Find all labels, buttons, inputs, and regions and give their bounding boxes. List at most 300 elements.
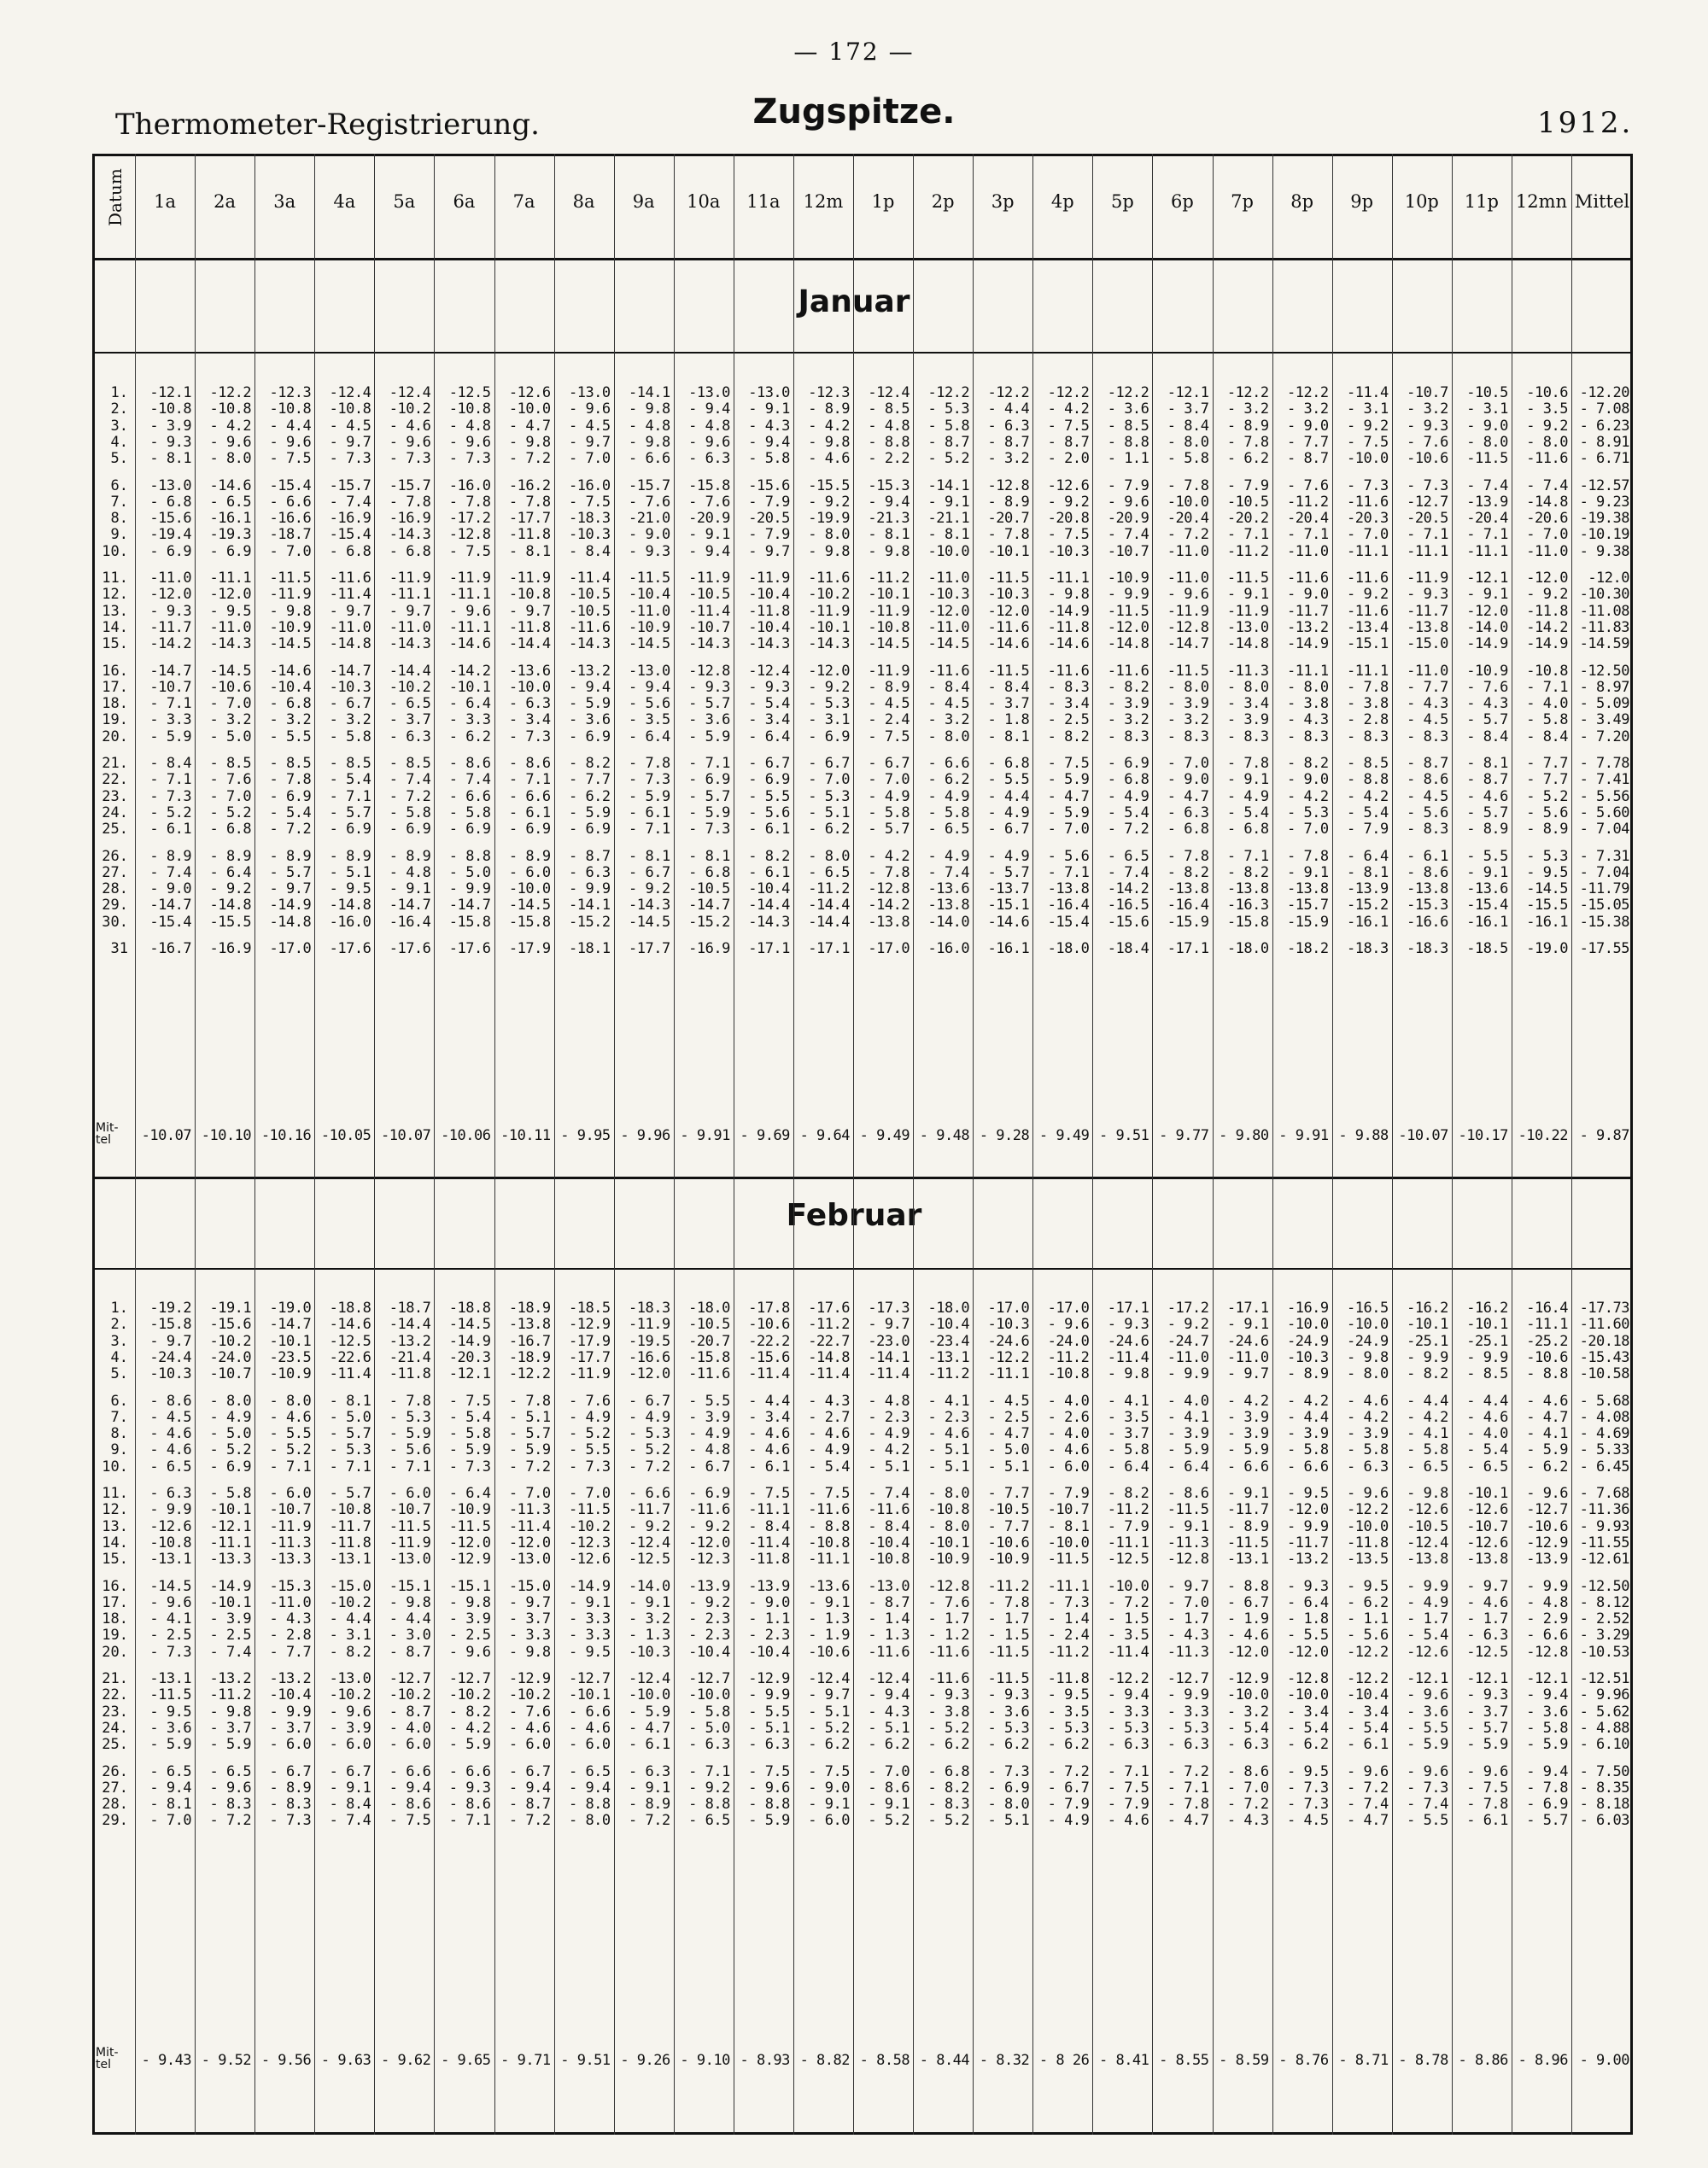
temperature-cell: -11.7 — [329, 1517, 371, 1535]
temperature-cell: - 7.9 — [1047, 1796, 1090, 1814]
daily-mean-cell: - 7.41 — [1579, 771, 1629, 789]
temperature-cell: -15.8 — [688, 476, 730, 494]
temperature-cell: - 4.6 — [808, 450, 850, 468]
temperature-cell: -12.7 — [1526, 1501, 1568, 1519]
temperature-cell: - 4.8 — [629, 417, 670, 435]
temperature-cell: -14.3 — [748, 913, 790, 931]
temperature-cell: -12.7 — [1167, 1670, 1209, 1687]
hourly-mean-cell: - 8.41 — [1098, 2052, 1149, 2069]
temperature-cell: - 7.2 — [209, 1812, 252, 1830]
temperature-cell: - 2.4 — [1047, 1627, 1090, 1645]
temperature-cell: -11.6 — [329, 570, 371, 587]
temperature-cell: -18.9 — [508, 1348, 551, 1366]
temperature-cell: - 7.1 — [1167, 1779, 1209, 1797]
temperature-cell: - 4.8 — [1526, 1593, 1568, 1611]
temperature-cell: - 5.3 — [389, 1408, 431, 1426]
temperature-cell: - 8.6 — [1407, 863, 1448, 881]
temperature-cell: -18.5 — [568, 1300, 611, 1317]
temperature-cell: - 2.5 — [149, 1627, 192, 1645]
temperature-cell: -11.6 — [927, 662, 970, 680]
temperature-cell: -14.8 — [329, 635, 371, 653]
temperature-cell: - 9.9 — [748, 1686, 790, 1704]
temperature-cell: -17.7 — [508, 510, 551, 528]
temperature-cell: - 5.9 — [1047, 771, 1090, 789]
temperature-cell: - 7.4 — [389, 771, 431, 789]
temperature-cell: -10.8 — [209, 400, 252, 418]
temperature-cell: - 9.6 — [1167, 586, 1209, 604]
day-label: 17. — [102, 678, 128, 696]
temperature-cell: - 7.7 — [1526, 755, 1568, 772]
temperature-cell: - 9.1 — [808, 1593, 850, 1611]
temperature-cell: - 6.2 — [568, 787, 611, 805]
temperature-cell: - 7.1 — [1107, 1762, 1149, 1780]
daily-mean-cell: -12.0 — [1588, 570, 1629, 587]
temperature-cell: - 3.2 — [1107, 711, 1149, 729]
temperature-cell: -14.5 — [629, 635, 670, 653]
temperature-cell: - 3.4 — [1226, 695, 1269, 713]
temperature-cell: -15.8 — [448, 913, 491, 931]
temperature-cell: - 7.5 — [269, 450, 312, 468]
temperature-cell: - 7.5 — [1047, 417, 1090, 435]
temperature-cell: - 4.4 — [987, 400, 1030, 418]
temperature-cell: -14.6 — [329, 1316, 371, 1334]
temperature-cell: - 3.1 — [808, 711, 850, 729]
daily-mean-cell: - 6.03 — [1579, 1812, 1629, 1830]
temperature-cell: - 4.9 — [987, 847, 1030, 865]
temperature-cell: -11.5 — [987, 1670, 1030, 1687]
temperature-cell: -10.5 — [1407, 1517, 1448, 1535]
day-label: 19. — [102, 1627, 128, 1645]
temperature-cell: - 9.3 — [629, 542, 670, 560]
temperature-cell: - 8.2 — [927, 1779, 970, 1797]
temperature-cell: - 3.9 — [1167, 695, 1209, 713]
temperature-cell: - 9.3 — [149, 602, 192, 620]
temperature-cell: -14.2 — [1526, 618, 1568, 636]
temperature-cell: -11.4 — [808, 1365, 850, 1383]
temperature-cell: - 7.8 — [389, 1392, 431, 1410]
temperature-cell: - 3.0 — [389, 1627, 431, 1645]
temperature-cell: -10.5 — [1466, 384, 1508, 401]
day-label: 1. — [110, 1300, 128, 1317]
temperature-cell: -10.8 — [149, 1534, 192, 1551]
temperature-cell: - 7.3 — [448, 1458, 491, 1476]
temperature-cell: -10.0 — [1226, 1686, 1269, 1704]
temperature-cell: - 1.2 — [927, 1627, 970, 1645]
temperature-cell: - 7.1 — [508, 771, 551, 789]
temperature-cell: - 7.8 — [987, 526, 1030, 544]
temperature-cell: - 6.7 — [868, 755, 910, 772]
temperature-cell: - 5.3 — [1047, 1719, 1090, 1737]
temperature-cell: - 8.0 — [568, 1812, 611, 1830]
temperature-cell: - 8.4 — [748, 1517, 790, 1535]
temperature-cell: - 4.3 — [748, 417, 790, 435]
temperature-cell: -10.8 — [448, 400, 491, 418]
temperature-cell: - 8.5 — [329, 755, 371, 772]
temperature-cell: -11.0 — [1167, 570, 1209, 587]
temperature-cell: -15.2 — [688, 913, 730, 931]
temperature-cell: -14.9 — [448, 1332, 491, 1350]
temperature-cell: - 8.4 — [149, 755, 192, 772]
temperature-cell: - 4.5 — [1407, 787, 1448, 805]
temperature-cell: - 5.4 — [1407, 1627, 1448, 1645]
temperature-cell: - 8.1 — [1047, 1517, 1090, 1535]
temperature-cell: - 8.2 — [1107, 678, 1149, 696]
temperature-cell: -13.1 — [1226, 1551, 1269, 1569]
temperature-cell: - 6.8 — [927, 1762, 970, 1780]
temperature-cell: - 9.8 — [808, 433, 850, 451]
temperature-cell: - 8.0 — [1167, 678, 1209, 696]
temperature-cell: - 7.2 — [389, 787, 431, 805]
day-label: 24. — [102, 804, 128, 821]
temperature-cell: -12.8 — [1167, 1551, 1209, 1569]
temperature-cell: -10.0 — [688, 1686, 730, 1704]
column-header: 3p — [991, 191, 1015, 212]
temperature-cell: - 9.1 — [1226, 1316, 1269, 1334]
temperature-cell: - 4.2 — [808, 417, 850, 435]
temperature-cell: - 9.3 — [1407, 586, 1448, 604]
temperature-cell: - 6.3 — [629, 1762, 670, 1780]
temperature-cell: - 5.9 — [448, 1736, 491, 1754]
column-header: 3a — [273, 191, 296, 212]
temperature-cell: - 7.5 — [868, 728, 910, 745]
temperature-cell: -13.8 — [1407, 618, 1448, 636]
temperature-cell: -10.5 — [568, 602, 611, 620]
temperature-cell: -12.2 — [1286, 384, 1329, 401]
temperature-cell: - 4.4 — [269, 417, 312, 435]
temperature-cell: - 7.3 — [1407, 1779, 1448, 1797]
temperature-cell: - 6.5 — [808, 863, 850, 881]
temperature-cell: -11.5 — [1466, 450, 1508, 468]
january-end-divider — [92, 1177, 1633, 1179]
temperature-cell: - 5.5 — [1407, 1812, 1448, 1830]
hourly-mean-cell: - 8.82 — [799, 2052, 850, 2069]
temperature-cell: - 6.4 — [448, 695, 491, 713]
temperature-cell: - 9.7 — [508, 1593, 551, 1611]
temperature-cell: -12.7 — [389, 1670, 431, 1687]
temperature-cell: -13.2 — [209, 1670, 252, 1687]
temperature-cell: - 6.9 — [329, 821, 371, 839]
temperature-cell: -14.9 — [209, 1577, 252, 1595]
temperature-cell: - 8.8 — [1107, 433, 1149, 451]
daily-mean-cell: -11.08 — [1579, 602, 1629, 620]
temperature-cell: -11.4 — [329, 1365, 371, 1383]
temperature-cell: - 5.2 — [629, 1441, 670, 1459]
temperature-cell: - 5.5 — [269, 1425, 312, 1443]
temperature-cell: -24.7 — [1167, 1332, 1209, 1350]
temperature-cell: - 9.9 — [1107, 586, 1149, 604]
year-label: 1912. — [1537, 106, 1634, 140]
temperature-cell: -13.8 — [1407, 880, 1448, 898]
temperature-cell: - 9.0 — [1286, 417, 1329, 435]
temperature-cell: -17.1 — [1226, 1300, 1269, 1317]
temperature-cell: - 5.1 — [508, 1408, 551, 1426]
temperature-cell: - 8.0 — [269, 1392, 312, 1410]
temperature-cell: - 5.4 — [329, 771, 371, 789]
temperature-cell: -16.9 — [688, 940, 730, 957]
temperature-cell: - 9.4 — [568, 1779, 611, 1797]
temperature-cell: - 5.6 — [748, 804, 790, 821]
temperature-cell: - 4.5 — [1286, 1812, 1329, 1830]
temperature-cell: - 6.5 — [209, 493, 252, 511]
day-label: 20. — [102, 1643, 128, 1661]
temperature-cell: -10.9 — [269, 618, 312, 636]
temperature-cell: - 6.9 — [987, 1779, 1030, 1797]
temperature-cell: -11.7 — [149, 618, 192, 636]
column-header: 12m — [803, 191, 844, 212]
temperature-cell: - 8.8 — [1226, 1577, 1269, 1595]
temperature-cell: -16.9 — [1286, 1300, 1329, 1317]
temperature-cell: - 6.8 — [987, 755, 1030, 772]
temperature-cell: - 9.6 — [1107, 493, 1149, 511]
daily-mean-cell: - 6.71 — [1579, 450, 1629, 468]
temperature-cell: - 9.0 — [1286, 586, 1329, 604]
temperature-cell: -11.8 — [1526, 602, 1568, 620]
temperature-cell: - 8.3 — [927, 1796, 970, 1814]
temperature-cell: - 4.9 — [927, 847, 970, 865]
temperature-cell: -14.5 — [209, 662, 252, 680]
temperature-cell: -11.8 — [748, 602, 790, 620]
temperature-cell: -12.4 — [329, 384, 371, 401]
temperature-cell: - 4.8 — [389, 863, 431, 881]
daily-mean-cell: -19.38 — [1579, 510, 1629, 528]
temperature-cell: - 6.5 — [389, 695, 431, 713]
temperature-cell: - 7.0 — [149, 1812, 192, 1830]
temperature-cell: - 5.7 — [269, 863, 312, 881]
temperature-cell: -11.2 — [1286, 493, 1329, 511]
temperature-cell: - 4.8 — [868, 1392, 910, 1410]
temperature-cell: - 4.4 — [1466, 1392, 1508, 1410]
hourly-mean-cell: - 8.44 — [919, 2052, 970, 2069]
temperature-cell: -11.5 — [1167, 662, 1209, 680]
temperature-cell: -11.0 — [149, 570, 192, 587]
temperature-cell: -10.2 — [448, 1686, 491, 1704]
temperature-cell: - 5.9 — [389, 1425, 431, 1443]
daily-mean-cell: - 9.93 — [1579, 1517, 1629, 1535]
temperature-cell: -10.4 — [269, 1686, 312, 1704]
temperature-cell: - 7.3 — [1286, 1796, 1329, 1814]
temperature-cell: - 8.4 — [868, 1517, 910, 1535]
temperature-cell: - 8.5 — [269, 755, 312, 772]
temperature-cell: -21.3 — [868, 510, 910, 528]
temperature-cell: - 5.3 — [927, 400, 970, 418]
temperature-cell: -11.2 — [209, 1686, 252, 1704]
hourly-mean-cell: -10.16 — [260, 1127, 312, 1144]
temperature-cell: - 5.9 — [568, 804, 611, 821]
daily-mean-cell: - 8.91 — [1579, 433, 1629, 451]
temperature-cell: -10.6 — [987, 1534, 1030, 1551]
hourly-mean-cell: - 8.78 — [1398, 2052, 1448, 2069]
temperature-cell: - 9.1 — [1226, 1485, 1269, 1502]
temperature-cell: - 9.1 — [568, 1593, 611, 1611]
temperature-cell: -20.3 — [1347, 510, 1389, 528]
temperature-cell: -11.0 — [389, 618, 431, 636]
temperature-cell: - 8.0 — [927, 728, 970, 745]
temperature-cell: - 7.4 — [329, 493, 371, 511]
hourly-mean-cell: -10.11 — [500, 1127, 551, 1144]
temperature-cell: - 9.6 — [1526, 1485, 1568, 1502]
temperature-cell: - 9.1 — [1226, 771, 1269, 789]
temperature-cell: - 8.9 — [1466, 821, 1508, 839]
temperature-cell: -17.8 — [748, 1300, 790, 1317]
temperature-cell: -14.1 — [868, 1348, 910, 1366]
hourly-mean-cell: - 9.00 — [1579, 2052, 1629, 2069]
temperature-cell: - 4.9 — [209, 1408, 252, 1426]
temperature-cell: -14.5 — [149, 1577, 192, 1595]
temperature-cell: - 7.6 — [927, 1593, 970, 1611]
temperature-cell: -15.4 — [269, 476, 312, 494]
day-label: 4. — [110, 1348, 128, 1366]
temperature-cell: -10.8 — [808, 1534, 850, 1551]
day-label: 25. — [102, 1736, 128, 1754]
temperature-cell: - 4.2 — [448, 1719, 491, 1737]
temperature-cell: - 6.3 — [1167, 804, 1209, 821]
hourly-mean-cell: - 9.10 — [680, 2052, 730, 2069]
temperature-cell: -10.8 — [508, 586, 551, 604]
day-label: 14. — [102, 618, 128, 636]
temperature-cell: - 8.6 — [1226, 1762, 1269, 1780]
temperature-cell: - 8.2 — [1286, 755, 1329, 772]
temperature-cell: - 9.2 — [808, 678, 850, 696]
temperature-cell: - 3.5 — [1047, 1703, 1090, 1721]
temperature-cell: -13.8 — [1466, 1551, 1508, 1569]
temperature-cell: -13.1 — [329, 1551, 371, 1569]
temperature-cell: - 6.7 — [508, 1762, 551, 1780]
temperature-cell: -16.4 — [1526, 1300, 1568, 1317]
temperature-cell: - 2.8 — [1347, 711, 1389, 729]
temperature-cell: - 9.8 — [1047, 586, 1090, 604]
temperature-cell: - 3.6 — [1407, 1703, 1448, 1721]
temperature-cell: - 6.0 — [389, 1485, 431, 1502]
temperature-cell: - 9.1 — [688, 526, 730, 544]
temperature-cell: - 6.9 — [568, 821, 611, 839]
temperature-cell: -15.7 — [389, 476, 431, 494]
temperature-cell: -14.5 — [927, 635, 970, 653]
temperature-cell: -18.8 — [329, 1300, 371, 1317]
temperature-cell: - 7.8 — [1466, 1796, 1508, 1814]
temperature-cell: -10.8 — [868, 1551, 910, 1569]
temperature-cell: - 7.0 — [269, 542, 312, 560]
temperature-cell: -13.0 — [868, 1577, 910, 1595]
temperature-cell: - 5.8 — [1526, 711, 1568, 729]
temperature-cell: - 6.4 — [1167, 1458, 1209, 1476]
temperature-cell: -10.7 — [1107, 542, 1149, 560]
temperature-cell: -11.1 — [389, 586, 431, 604]
temperature-cell: - 5.0 — [329, 1408, 371, 1426]
temperature-cell: -12.0 — [209, 586, 252, 604]
temperature-cell: -13.8 — [1047, 880, 1090, 898]
temperature-cell: -16.4 — [1047, 897, 1090, 915]
temperature-cell: - 8.9 — [508, 847, 551, 865]
temperature-cell: -10.4 — [748, 880, 790, 898]
temperature-cell: - 9.5 — [1286, 1485, 1329, 1502]
temperature-cell: - 5.3 — [808, 787, 850, 805]
temperature-cell: -11.7 — [1286, 1534, 1329, 1551]
temperature-cell: -11.8 — [1347, 1534, 1389, 1551]
temperature-cell: -11.5 — [987, 662, 1030, 680]
temperature-cell: -14.3 — [209, 635, 252, 653]
temperature-cell: - 3.5 — [1107, 1627, 1149, 1645]
temperature-cell: -15.7 — [1286, 897, 1329, 915]
temperature-cell: - 3.3 — [149, 711, 192, 729]
temperature-cell: - 6.8 — [1167, 821, 1209, 839]
temperature-cell: -20.9 — [688, 510, 730, 528]
temperature-cell: -23.4 — [927, 1332, 970, 1350]
temperature-cell: -14.5 — [269, 635, 312, 653]
temperature-cell: - 6.5 — [149, 1458, 192, 1476]
temperature-cell: -12.8 — [1286, 1670, 1329, 1687]
temperature-cell: -10.3 — [927, 586, 970, 604]
temperature-cell: - 5.7 — [329, 1485, 371, 1502]
temperature-cell: -10.3 — [1047, 542, 1090, 560]
column-header: Mittel — [1574, 191, 1630, 212]
temperature-cell: - 5.9 — [748, 1812, 790, 1830]
temperature-cell: - 4.3 — [1167, 1627, 1209, 1645]
temperature-cell: - 9.7 — [568, 433, 611, 451]
temperature-cell: - 7.2 — [508, 1458, 551, 1476]
temperature-cell: - 7.3 — [269, 1812, 312, 1830]
temperature-cell: - 3.9 — [1226, 1408, 1269, 1426]
temperature-cell: - 5.6 — [629, 695, 670, 713]
temperature-cell: - 6.0 — [808, 1812, 850, 1830]
temperature-cell: - 4.4 — [987, 787, 1030, 805]
temperature-cell: - 3.3 — [448, 711, 491, 729]
temperature-cell: - 5.0 — [987, 1441, 1030, 1459]
temperature-cell: - 6.2 — [1047, 1736, 1090, 1754]
temperature-cell: - 4.7 — [629, 1719, 670, 1737]
temperature-cell: - 7.0 — [808, 771, 850, 789]
temperature-cell: -20.7 — [987, 510, 1030, 528]
temperature-cell: -19.1 — [209, 1300, 252, 1317]
temperature-cell: -10.4 — [1347, 1686, 1389, 1704]
temperature-cell: - 9.9 — [1407, 1577, 1448, 1595]
temperature-cell: -11.5 — [149, 1686, 192, 1704]
temperature-cell: - 9.5 — [149, 1703, 192, 1721]
temperature-cell: - 9.2 — [1526, 417, 1568, 435]
temperature-cell: - 8.1 — [688, 847, 730, 865]
temperature-cell: - 6.6 — [269, 493, 312, 511]
temperature-cell: -19.3 — [209, 526, 252, 544]
temperature-cell: - 9.2 — [629, 880, 670, 898]
temperature-cell: -13.2 — [269, 1670, 312, 1687]
temperature-cell: -11.0 — [209, 618, 252, 636]
temperature-cell: - 9.7 — [149, 1332, 192, 1350]
temperature-cell: -10.5 — [1226, 493, 1269, 511]
temperature-cell: -14.7 — [688, 897, 730, 915]
temperature-cell: -10.3 — [1286, 1348, 1329, 1366]
temperature-cell: -16.1 — [1466, 913, 1508, 931]
temperature-cell: -23.0 — [868, 1332, 910, 1350]
day-label: 31 — [110, 940, 128, 957]
temperature-cell: - 9.5 — [1047, 1686, 1090, 1704]
temperature-cell: - 6.1 — [508, 804, 551, 821]
temperature-cell: - 7.7 — [987, 1485, 1030, 1502]
temperature-cell: -11.2 — [987, 1577, 1030, 1595]
temperature-cell: -10.9 — [269, 1365, 312, 1383]
temperature-cell: - 5.2 — [1526, 787, 1568, 805]
temperature-cell: - 8.5 — [209, 755, 252, 772]
temperature-cell: -13.6 — [1466, 880, 1508, 898]
temperature-cell: - 8.7 — [987, 433, 1030, 451]
temperature-cell: -11.2 — [1226, 542, 1269, 560]
temperature-cell: - 6.5 — [688, 1812, 730, 1830]
temperature-cell: - 7.1 — [1226, 847, 1269, 865]
column-header: 4p — [1050, 191, 1074, 212]
day-label: 19. — [102, 711, 128, 729]
temperature-cell: - 4.7 — [1526, 1408, 1568, 1426]
temperature-cell: - 5.9 — [508, 1441, 551, 1459]
temperature-cell: -16.2 — [1466, 1300, 1508, 1317]
temperature-cell: - 3.2 — [329, 711, 371, 729]
